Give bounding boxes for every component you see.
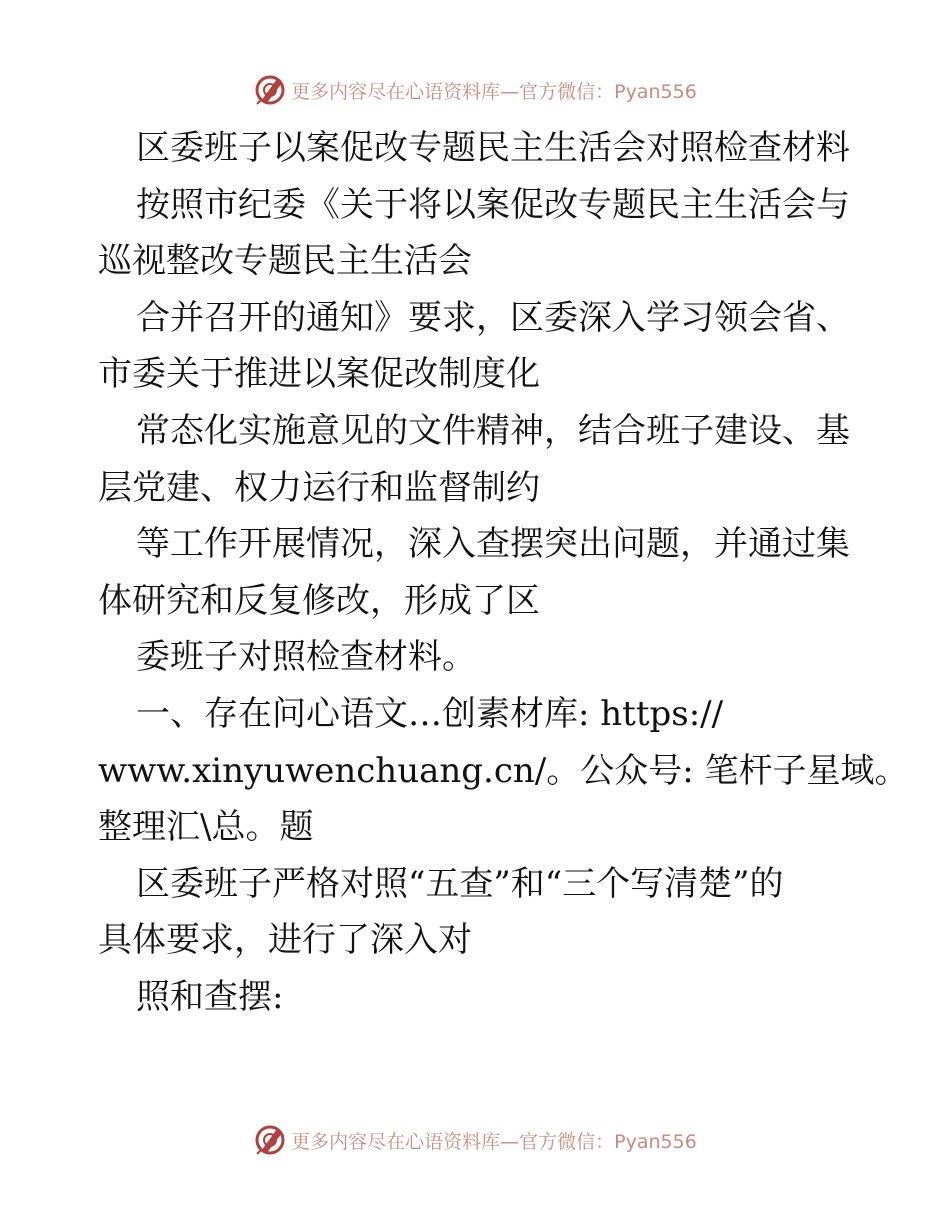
pen-logo-icon [253, 73, 287, 107]
paragraph-line: 市委关于推进以案促改制度化 [98, 354, 540, 395]
header-banner [0, 70, 950, 110]
paragraph-line: 委班子对照检查材料。 [136, 637, 476, 678]
paragraph-line: 巡视整改专题民主生活会 [98, 241, 472, 282]
document-body [98, 120, 909, 1026]
document-title: 区委班子以案促改专题民主生活会对照检查材料 [136, 128, 850, 168]
paragraph-line: 区委班子严格对照“五查”和“三个写清楚”的 [136, 863, 784, 904]
header-banner-text: 更多内容尽在心语资料库—官方微信：Pyan556 [291, 80, 697, 103]
paragraph-line: 合并召开的通知》要求，区委深入学习领会省、 [136, 297, 850, 338]
pen-logo-icon [253, 1123, 287, 1157]
footer-banner [0, 1120, 950, 1160]
paragraph-line: 体研究和反复修改，形成了区 [98, 580, 540, 621]
paragraph-line: 具体要求，进行了深入对 [98, 920, 472, 961]
footer-banner-text: 更多内容尽在心语资料库—官方微信：Pyan556 [291, 1130, 697, 1153]
paragraph-line: 按照市纪委《关于将以案促改专题民主生活会与 [136, 184, 850, 225]
paragraph-line: 等工作开展情况，深入查摆突出问题，并通过集 [136, 524, 850, 565]
paragraph-line: 整理汇\总。题 [98, 807, 314, 848]
paragraph-line: 层党建、权力运行和监督制约 [98, 467, 540, 508]
paragraph-line: 照和查摆: [136, 976, 284, 1017]
paragraph-line: www.xinyuwenchuang.cn/。公众号: 笔杆子星域。 [98, 750, 909, 791]
section-heading-line: 一、存在问心语文…创素材库: https:// [136, 693, 724, 734]
paragraph-line: 常态化实施意见的文件精神，结合班子建设、基 [136, 410, 850, 451]
